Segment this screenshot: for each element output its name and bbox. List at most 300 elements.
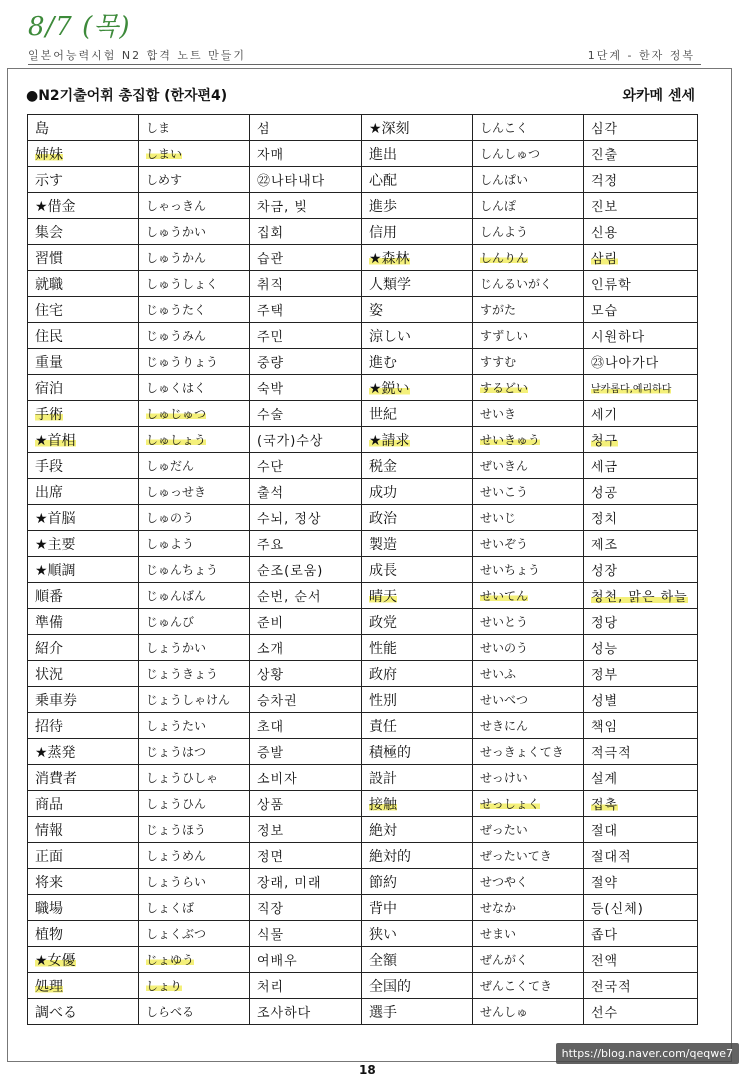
reading-cell <box>473 115 584 141</box>
reading-text: せいじ <box>480 511 517 525</box>
reading-text: せいふ <box>480 667 517 681</box>
kanji-text: 責任 <box>369 718 397 735</box>
table-row <box>28 687 698 713</box>
korean-text: 순번, 순서 <box>257 590 322 605</box>
korean-text: 식물 <box>257 928 285 943</box>
korean-cell <box>584 583 698 609</box>
reading-cell <box>473 349 584 375</box>
korean-text: 승차권 <box>257 694 298 709</box>
korean-text: ㉓나아가다 <box>591 356 660 371</box>
kanji-text: 進歩 <box>369 198 397 215</box>
korean-cell <box>584 947 698 973</box>
kanji-cell <box>362 219 473 245</box>
kanji-text: 準備 <box>35 614 63 631</box>
table-row <box>28 739 698 765</box>
reading-cell <box>473 999 584 1025</box>
kanji-text: 性能 <box>369 640 397 657</box>
kanji-text: 狭い <box>369 926 397 943</box>
kanji-text: ★首脳 <box>35 510 76 527</box>
korean-text: 순조(로움) <box>257 564 324 579</box>
reading-cell <box>139 115 250 141</box>
reading-cell <box>139 271 250 297</box>
kanji-text: ★首相 <box>35 432 76 449</box>
korean-cell <box>250 297 362 323</box>
reading-text: しょうめん <box>146 849 207 863</box>
korean-text: ㉒나타내다 <box>257 174 326 189</box>
chapter-caption: 1단계 - 한자 정복 <box>587 49 695 62</box>
table-row <box>28 713 698 739</box>
kanji-text: ★請求 <box>369 432 410 449</box>
korean-cell <box>584 115 698 141</box>
korean-cell <box>250 219 362 245</box>
kanji-cell <box>362 635 473 661</box>
reading-text: じゅうりょう <box>146 355 219 369</box>
reading-text: ぜったい <box>480 823 528 837</box>
korean-text: 삼림 <box>591 252 619 267</box>
kanji-text: 将来 <box>35 874 63 891</box>
kanji-cell <box>362 583 473 609</box>
reading-text: しゅだん <box>146 459 195 473</box>
table-row <box>28 167 698 193</box>
korean-cell <box>250 739 362 765</box>
korean-text: 집회 <box>257 226 285 241</box>
kanji-cell <box>362 479 473 505</box>
korean-text: 모습 <box>591 304 619 319</box>
reading-cell <box>473 557 584 583</box>
kanji-text: 商品 <box>35 796 63 813</box>
korean-text: 선수 <box>591 1006 619 1021</box>
kanji-cell <box>362 999 473 1025</box>
korean-cell <box>584 999 698 1025</box>
table-row <box>28 765 698 791</box>
kanji-text: 背中 <box>369 900 397 917</box>
korean-text: 성능 <box>591 642 619 657</box>
kanji-cell <box>28 323 139 349</box>
reading-cell <box>139 479 250 505</box>
reading-cell <box>139 947 250 973</box>
reading-cell <box>139 427 250 453</box>
korean-cell <box>584 531 698 557</box>
korean-cell <box>584 869 698 895</box>
reading-cell <box>139 817 250 843</box>
korean-cell <box>250 921 362 947</box>
kanji-text: 就職 <box>35 276 63 293</box>
reading-cell <box>139 505 250 531</box>
reading-cell <box>473 583 584 609</box>
kanji-cell <box>28 765 139 791</box>
table-row <box>28 947 698 973</box>
kanji-cell <box>362 375 473 401</box>
kanji-cell <box>362 427 473 453</box>
kanji-cell <box>362 531 473 557</box>
reading-text: しょうひしゃ <box>146 771 219 785</box>
reading-text: しんぽ <box>480 199 517 213</box>
kanji-cell <box>28 713 139 739</box>
reading-text: せつやく <box>480 875 529 889</box>
vocabulary-table <box>27 114 698 1025</box>
reading-cell <box>473 947 584 973</box>
korean-text: 절대적 <box>591 850 632 865</box>
korean-text: 소개 <box>257 642 285 657</box>
reading-cell <box>473 219 584 245</box>
kanji-text: 涼しい <box>369 328 411 345</box>
korean-text: 세금 <box>591 460 619 475</box>
reading-text: ぜったいてき <box>480 849 552 863</box>
kanji-cell <box>28 479 139 505</box>
table-row <box>28 817 698 843</box>
kanji-text: ★深刻 <box>369 120 410 137</box>
author-name: 와카메 센세 <box>622 88 695 104</box>
reading-text: しまい <box>146 147 183 161</box>
kanji-text: ★森林 <box>369 250 410 267</box>
reading-cell <box>139 297 250 323</box>
korean-cell <box>584 193 698 219</box>
kanji-cell <box>28 973 139 999</box>
kanji-cell <box>28 661 139 687</box>
reading-text: ぜいきん <box>480 459 529 473</box>
table-row <box>28 141 698 167</box>
kanji-cell <box>28 115 139 141</box>
reading-cell <box>473 791 584 817</box>
korean-text: 적극적 <box>591 746 632 761</box>
korean-text: 정면 <box>257 850 285 865</box>
kanji-cell <box>28 141 139 167</box>
kanji-cell <box>362 193 473 219</box>
korean-text: 청천, 맑은 하늘 <box>591 590 688 605</box>
korean-text: 준비 <box>257 616 285 631</box>
korean-cell <box>250 999 362 1025</box>
reading-cell <box>473 817 584 843</box>
kanji-cell <box>362 687 473 713</box>
reading-text: しんしゅつ <box>480 147 541 161</box>
korean-cell <box>250 609 362 635</box>
kanji-text: 絶対的 <box>369 848 411 865</box>
kanji-cell <box>362 115 473 141</box>
korean-text: 직장 <box>257 902 285 917</box>
kanji-cell <box>28 349 139 375</box>
kanji-cell <box>362 557 473 583</box>
korean-cell <box>584 895 698 921</box>
kanji-text: 出席 <box>35 484 63 501</box>
table-row <box>28 375 698 401</box>
reading-text: しょうひん <box>146 797 207 811</box>
kanji-cell <box>28 687 139 713</box>
korean-cell <box>250 635 362 661</box>
table-row <box>28 349 698 375</box>
reading-text: しま <box>146 121 171 135</box>
reading-text: じんるいがく <box>480 277 553 291</box>
korean-cell <box>250 843 362 869</box>
reading-cell <box>139 193 250 219</box>
korean-text: 성공 <box>591 486 619 501</box>
kanji-cell <box>362 401 473 427</box>
kanji-cell <box>362 921 473 947</box>
reading-cell <box>139 739 250 765</box>
kanji-cell <box>28 895 139 921</box>
korean-cell <box>250 947 362 973</box>
reading-text: しんりん <box>480 251 529 265</box>
korean-cell <box>584 453 698 479</box>
kanji-cell <box>362 661 473 687</box>
reading-text: しゅのう <box>146 511 195 525</box>
kanji-cell <box>362 349 473 375</box>
reading-text: しゅうかん <box>146 251 207 265</box>
kanji-cell <box>28 505 139 531</box>
korean-text: 자매 <box>257 148 285 163</box>
kanji-text: 政党 <box>369 614 397 631</box>
reading-cell <box>473 271 584 297</box>
kanji-cell <box>362 895 473 921</box>
kanji-cell <box>362 843 473 869</box>
table-row <box>28 661 698 687</box>
korean-text: 청구 <box>591 434 619 449</box>
reading-cell <box>139 583 250 609</box>
kanji-text: 状況 <box>35 666 63 683</box>
kanji-text: ★鋭い <box>369 380 410 397</box>
kanji-text: 植物 <box>35 926 63 943</box>
reading-text: せなか <box>480 901 517 915</box>
reading-cell <box>139 791 250 817</box>
korean-cell <box>584 765 698 791</box>
reading-text: しめす <box>146 173 183 187</box>
reading-text: すずしい <box>480 329 529 343</box>
table-row <box>28 869 698 895</box>
kanji-text: 示す <box>35 172 63 189</box>
kanji-text: 進む <box>369 354 397 371</box>
kanji-cell <box>28 635 139 661</box>
korean-text: 인류학 <box>591 278 632 293</box>
kanji-cell <box>362 817 473 843</box>
reading-text: じょうしゃけん <box>146 693 231 707</box>
reading-text: じゅうたく <box>146 303 207 317</box>
korean-text: 수단 <box>257 460 285 475</box>
korean-cell <box>250 167 362 193</box>
kanji-text: 積極的 <box>369 744 411 761</box>
korean-cell <box>250 869 362 895</box>
reading-cell <box>139 713 250 739</box>
table-row <box>28 843 698 869</box>
vocabulary-table-body <box>28 115 698 1025</box>
korean-cell <box>250 349 362 375</box>
reading-text: しょくぶつ <box>146 927 207 941</box>
kanji-cell <box>28 557 139 583</box>
kanji-cell <box>28 843 139 869</box>
reading-text: じょうきょう <box>146 667 219 681</box>
reading-text: せまい <box>480 927 517 941</box>
reading-cell <box>473 453 584 479</box>
korean-text: 증발 <box>257 746 285 761</box>
kanji-cell <box>28 193 139 219</box>
korean-cell <box>584 973 698 999</box>
korean-cell <box>584 349 698 375</box>
kanji-text: 性別 <box>369 692 397 709</box>
reading-cell <box>473 765 584 791</box>
korean-text: 정보 <box>257 824 285 839</box>
table-row <box>28 895 698 921</box>
kanji-text: 正面 <box>35 848 63 865</box>
kanji-cell <box>362 713 473 739</box>
reading-cell <box>473 869 584 895</box>
reading-cell <box>139 323 250 349</box>
reading-cell <box>473 921 584 947</box>
korean-cell <box>250 479 362 505</box>
table-row <box>28 219 698 245</box>
kanji-cell <box>28 921 139 947</box>
kanji-cell <box>362 947 473 973</box>
reading-text: じゅうみん <box>146 329 207 343</box>
korean-cell <box>584 375 698 401</box>
reading-cell <box>473 895 584 921</box>
reading-cell <box>139 557 250 583</box>
kanji-text: 招待 <box>35 718 63 735</box>
table-row <box>28 531 698 557</box>
kanji-cell <box>362 271 473 297</box>
korean-cell <box>250 765 362 791</box>
reading-cell <box>473 609 584 635</box>
korean-text: 숙박 <box>257 382 285 397</box>
korean-text: 상품 <box>257 798 285 813</box>
kanji-text: 乗車券 <box>35 692 77 709</box>
reading-text: しらべる <box>146 1005 195 1019</box>
handwritten-date-note: 8/7 (목) <box>28 12 131 42</box>
kanji-cell <box>28 947 139 973</box>
reading-cell <box>473 193 584 219</box>
korean-cell <box>584 921 698 947</box>
reading-text: せっけい <box>480 771 528 785</box>
kanji-text: 姉妹 <box>35 146 63 163</box>
kanji-text: 成功 <box>369 484 397 501</box>
reading-text: せいべつ <box>480 693 529 707</box>
korean-text: 세기 <box>591 408 619 423</box>
reading-cell <box>473 687 584 713</box>
kanji-text: 節約 <box>369 874 397 891</box>
korean-cell <box>250 557 362 583</box>
reading-cell <box>473 843 584 869</box>
reading-cell <box>473 427 584 453</box>
reading-text: しんよう <box>480 225 529 239</box>
reading-text: しゅっせき <box>146 485 207 499</box>
kanji-text: 選手 <box>369 1004 397 1021</box>
kanji-text: 集会 <box>35 224 63 241</box>
kanji-text: 設計 <box>369 770 397 787</box>
reading-cell <box>473 297 584 323</box>
korean-cell <box>584 401 698 427</box>
korean-cell <box>584 687 698 713</box>
korean-text: 시원하다 <box>591 330 646 345</box>
reading-cell <box>139 921 250 947</box>
kanji-text: ★順調 <box>35 562 76 579</box>
kanji-text: 住民 <box>35 328 63 345</box>
korean-text: 전국적 <box>591 980 632 995</box>
kanji-text: 成長 <box>369 562 397 579</box>
korean-text: 주민 <box>257 330 285 345</box>
reading-cell <box>139 167 250 193</box>
kanji-text: 全額 <box>369 952 397 969</box>
reading-text: せいき <box>480 407 517 421</box>
kanji-text: 習慣 <box>35 250 63 267</box>
korean-text: 섬 <box>257 122 271 137</box>
book-title-caption: 일본어능력시험 N2 합격 노트 만들기 <box>28 49 246 62</box>
korean-text: 날카롭다,예리하다 <box>591 384 672 395</box>
korean-cell <box>584 323 698 349</box>
korean-cell <box>250 427 362 453</box>
table-row <box>28 609 698 635</box>
korean-cell <box>250 687 362 713</box>
reading-cell <box>139 375 250 401</box>
korean-cell <box>250 115 362 141</box>
reading-text: せいちょう <box>480 563 541 577</box>
reading-text: しょうらい <box>146 875 207 889</box>
korean-text: 접촉 <box>591 798 619 813</box>
reading-text: せきにん <box>480 719 529 733</box>
korean-text: 설계 <box>591 772 619 787</box>
korean-cell <box>584 167 698 193</box>
kanji-cell <box>362 141 473 167</box>
korean-cell <box>250 401 362 427</box>
reading-text: せっしょく <box>480 797 540 811</box>
korean-cell <box>584 609 698 635</box>
reading-text: しゅよう <box>146 537 195 551</box>
korean-cell <box>250 505 362 531</box>
kanji-cell <box>28 297 139 323</box>
reading-text: じゅんび <box>146 615 195 629</box>
kanji-cell <box>28 999 139 1025</box>
reading-cell <box>473 661 584 687</box>
reading-text: すすむ <box>480 355 517 369</box>
korean-cell <box>250 323 362 349</box>
korean-cell <box>584 817 698 843</box>
reading-cell <box>139 973 250 999</box>
reading-text: しょくば <box>146 901 195 915</box>
korean-cell <box>250 453 362 479</box>
reading-text: しょうかい <box>146 641 207 655</box>
reading-text: しゅじゅつ <box>146 407 207 421</box>
korean-cell <box>584 505 698 531</box>
kanji-text: 処理 <box>35 978 63 995</box>
reading-text: せいとう <box>480 615 529 629</box>
kanji-cell <box>28 167 139 193</box>
kanji-text: 人類学 <box>369 276 411 293</box>
korean-cell <box>584 427 698 453</box>
korean-text: 여배우 <box>257 954 298 969</box>
kanji-cell <box>28 271 139 297</box>
kanji-cell <box>362 505 473 531</box>
reading-cell <box>139 765 250 791</box>
reading-cell <box>473 141 584 167</box>
korean-text: 초대 <box>257 720 285 735</box>
reading-text: せいきゅう <box>480 433 541 447</box>
kanji-text: 政治 <box>369 510 397 527</box>
table-row <box>28 453 698 479</box>
reading-text: せいぞう <box>480 537 529 551</box>
kanji-text: 税金 <box>369 458 397 475</box>
kanji-text: 宿泊 <box>35 380 63 397</box>
korean-cell <box>250 531 362 557</box>
reading-text: しょり <box>146 979 183 993</box>
kanji-cell <box>362 869 473 895</box>
kanji-cell <box>28 791 139 817</box>
korean-cell <box>584 661 698 687</box>
kanji-cell <box>28 583 139 609</box>
kanji-cell <box>28 453 139 479</box>
korean-cell <box>584 297 698 323</box>
korean-cell <box>250 583 362 609</box>
kanji-text: 信用 <box>369 224 397 241</box>
reading-text: しょうたい <box>146 719 207 733</box>
table-row <box>28 557 698 583</box>
kanji-cell <box>28 375 139 401</box>
table-row <box>28 401 698 427</box>
